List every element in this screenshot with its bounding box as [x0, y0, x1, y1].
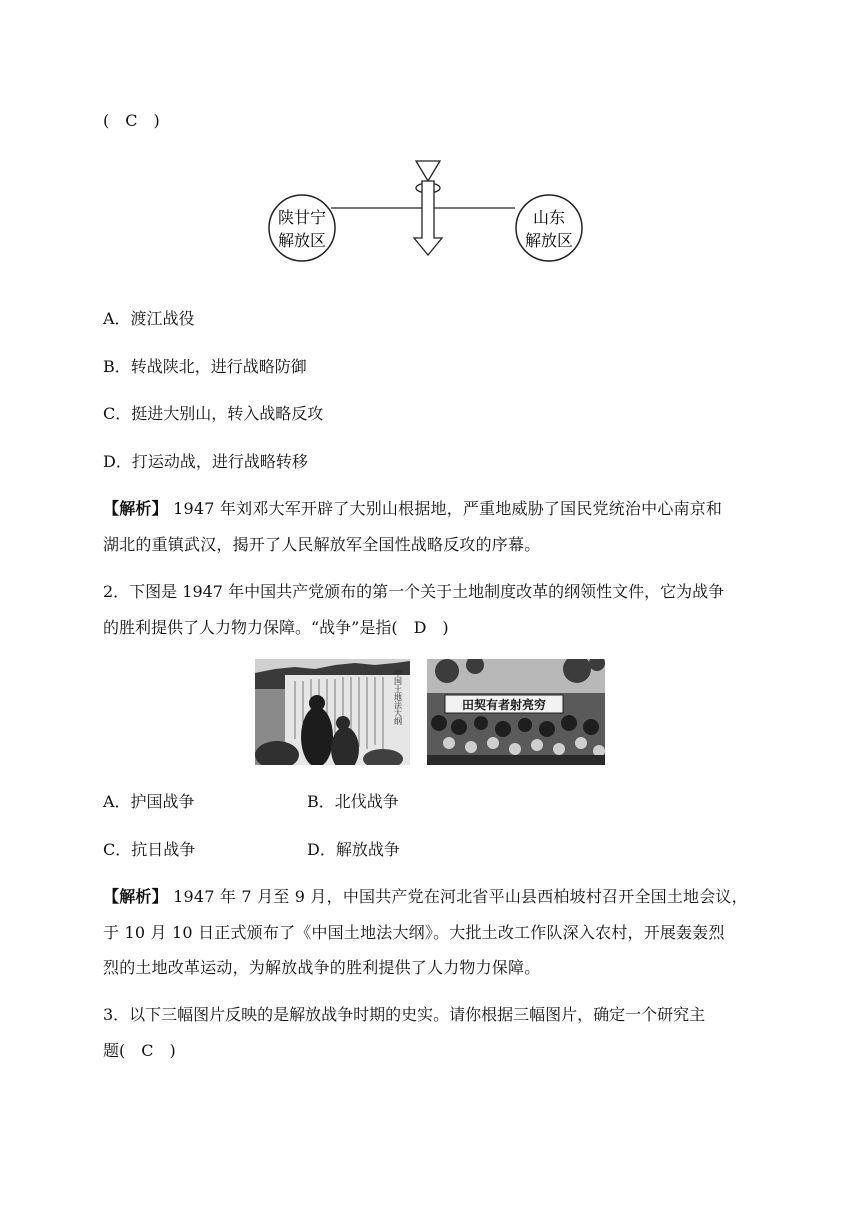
analysis-text: 1947 年刘邓大军开辟了大别山根据地，严重地威胁了国民党统治中心南京和 — [173, 499, 723, 518]
march-diagram — [265, 158, 595, 273]
analysis-label: 【解析】 — [103, 499, 168, 518]
left-region-line1: 陕甘宁 — [277, 208, 327, 227]
q2-stem-line1: 2．下图是 1947 年中国共产党颁布的第一个关于土地制度改革的纲领性文件，它为战争 — [103, 582, 725, 601]
q2-option-b: B．北伐战争 — [307, 792, 399, 811]
left-region-circle — [269, 195, 335, 261]
q2-stem-line2: 的胜利提供了人力物力保障。“战争”是指( D ) — [103, 618, 449, 637]
q1-analysis-line1 — [103, 499, 722, 519]
q1-analysis-line2: 湖北的重镇武汉，揭开了人民解放军全国性战略反攻的序幕。 — [103, 535, 541, 554]
q3-stem-line1: 3．以下三幅图片反映的是解放战争时期的史实。请你根据三幅图片，确定一个研究主 — [103, 1005, 706, 1024]
analysis-text: 1947 年 7 月至 9 月，中国共产党在河北省平山县西柏坡村召开全国土地会议， — [173, 887, 748, 906]
q2-option-d: D．解放战争 — [307, 840, 400, 859]
crowd-banner-text: 田契有者射亮穷 — [461, 698, 547, 712]
left-region-line2: 解放区 — [277, 231, 327, 250]
q2-analysis-line1 — [103, 887, 748, 907]
q3-stem-line2: 题( C ) — [103, 1041, 176, 1060]
right-region-line1: 山东 — [532, 208, 566, 227]
crossing-funnel-icon — [416, 161, 440, 181]
q1-option-c: C．挺进大别山，转入战略反攻 — [103, 404, 324, 423]
q1-answer-line: ( C ) — [103, 111, 160, 130]
q1-option-a: A．渡江战役 — [103, 309, 195, 328]
analysis-label: 【解析】 — [103, 887, 168, 906]
right-region-line2: 解放区 — [524, 231, 574, 250]
right-region-circle — [516, 195, 582, 261]
land-reform-crowd-photo — [427, 659, 605, 765]
q2-analysis-line2: 于 10 月 10 日正式颁布了《中国土地法大纲》。大批土改工作队深入农村，开展轰轰烈 — [103, 923, 725, 942]
land-law-title: 中国土地法大纲 — [393, 669, 403, 725]
q2-photos — [255, 659, 607, 767]
down-arrow-icon — [414, 181, 442, 255]
land-law-poster-photo — [255, 659, 410, 765]
q2-analysis-line3: 烈的土地改革运动，为解放战争的胜利提供了人力物力保障。 — [103, 958, 541, 977]
q2-option-a: A．护国战争 — [103, 792, 195, 811]
q2-option-c: C．抗日战争 — [103, 840, 196, 859]
q1-option-d: D．打运动战，进行战略转移 — [103, 452, 308, 471]
q1-option-b: B．转战陕北，进行战略防御 — [103, 357, 307, 376]
